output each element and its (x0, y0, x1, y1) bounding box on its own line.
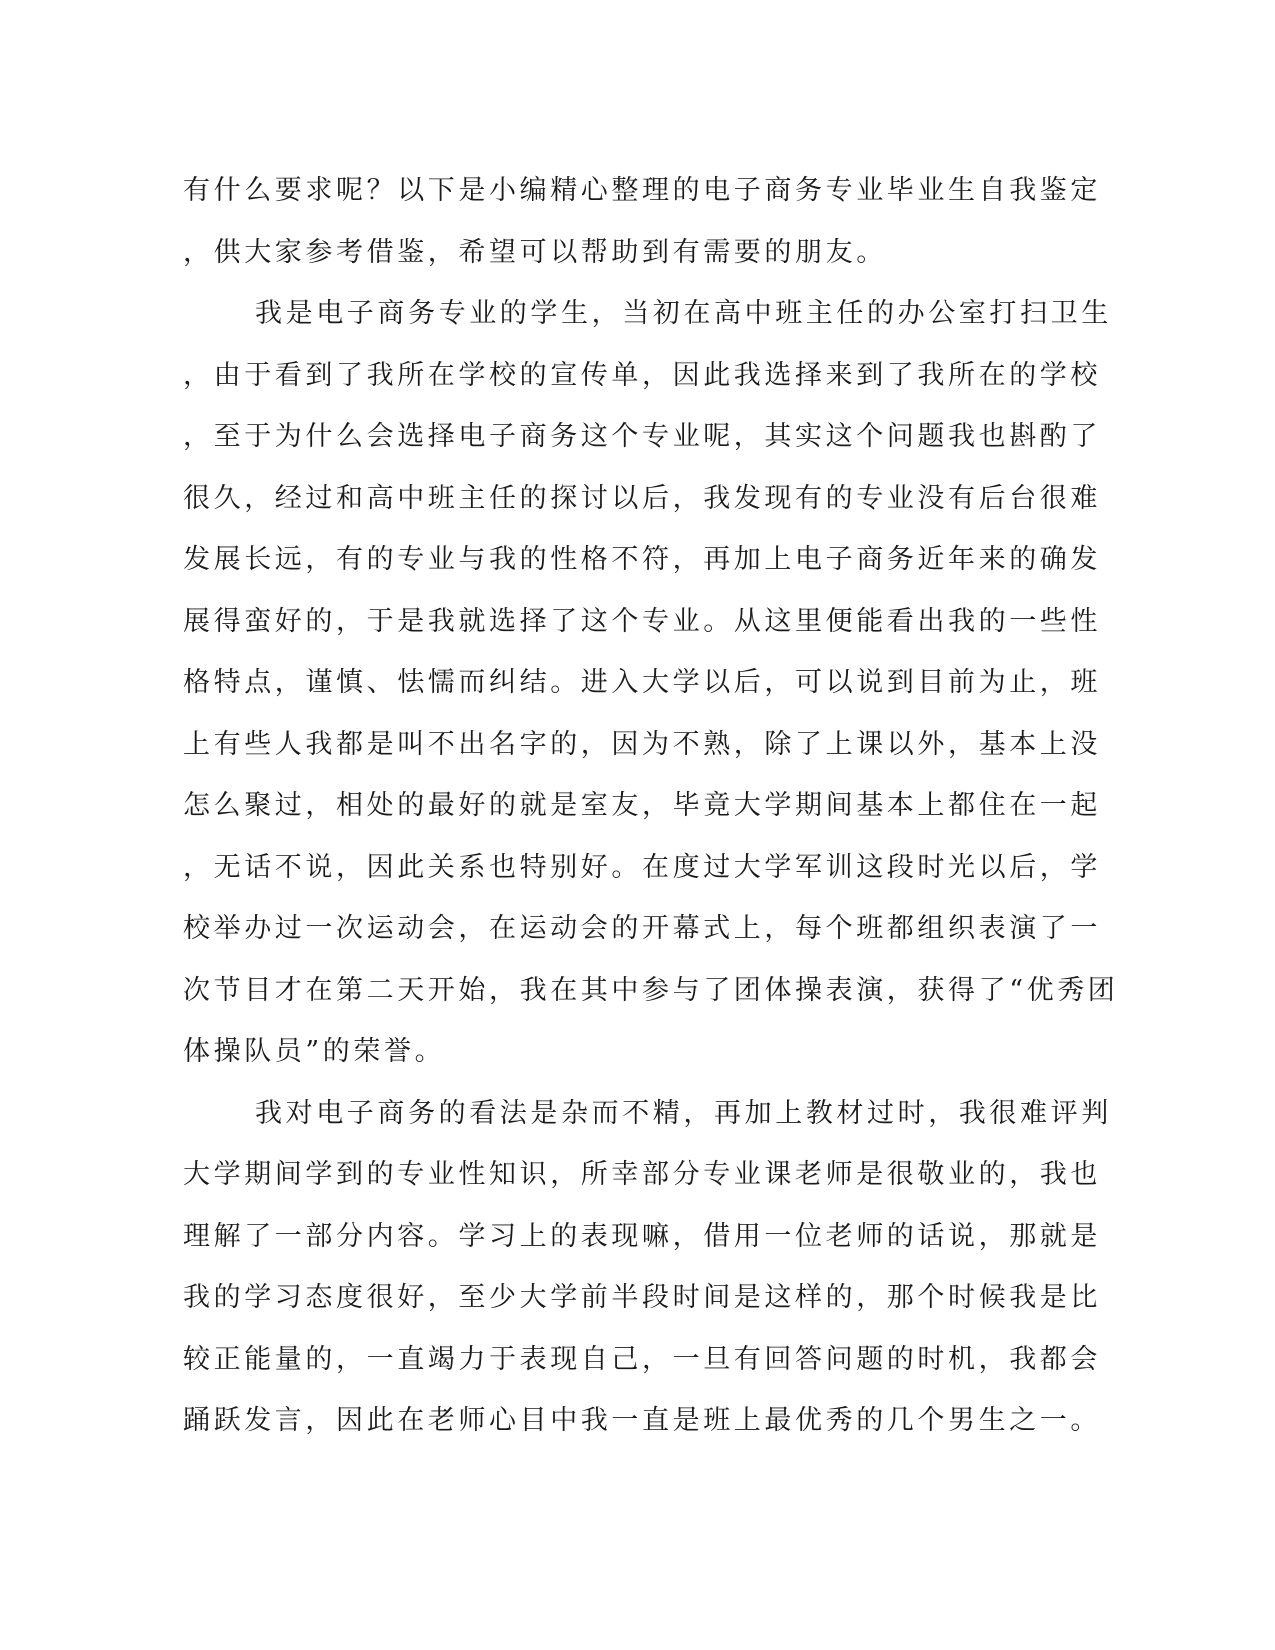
body-text (183, 160, 1119, 1452)
text-line: 次节目才在第二天开始，我在其中参与了团体操表演，获得了“优秀团 (183, 974, 1119, 1006)
text-line: 我的学习态度很好，至少大学前半段时间是这样的，那个时候我是比 (183, 1282, 1101, 1313)
text-line: 踊跃发言，因此在老师心目中我一直是班上最优秀的几个男生之一。 (183, 1405, 1101, 1436)
text-line: 体操队员”的荣誉。 (183, 1036, 446, 1067)
text-line: 格特点，谨慎、怯懦而纠结。进入大学以后，可以说到目前为止，班 (183, 667, 1101, 698)
text-line: 校举办过一次运动会，在运动会的开幕式上，每个班都组织表演了一 (183, 913, 1101, 944)
text-line: 展得蛮好的，于是我就选择了这个专业。从这里便能看出我的一些性 (183, 605, 1101, 637)
paragraph (183, 283, 1119, 1083)
text-line: ，由于看到了我所在学校的宣传单，因此我选择来到了我所在的学校 (183, 359, 1101, 391)
text-line: 我对电子商务的看法是杂而不精，再加上教材过时，我很难评判 (255, 1097, 1112, 1129)
paragraph (183, 160, 1101, 283)
text-line: 大学期间学到的专业性知识，所幸部分专业课老师是很敬业的，我也 (183, 1159, 1101, 1190)
text-line: ，无话不说，因此关系也特别好。在度过大学军训这段时光以后，学 (183, 851, 1101, 883)
text-line: 很久，经过和高中班主任的探讨以后，我发现有的专业没有后台很难 (183, 482, 1101, 514)
text-line: ，至于为什么会选择电子商务这个专业呢，其实这个问题我也斟酌了 (183, 421, 1101, 452)
text-line: 怎么聚过，相处的最好的就是室友，毕竟大学期间基本上都住在一起 (183, 790, 1101, 821)
text-line: 有什么要求呢？以下是小编精心整理的电子商务专业毕业生自我鉴定 (183, 175, 1101, 206)
text-line: 我是电子商务专业的学生，当初在高中班主任的办公室打扫卫生 (255, 298, 1112, 329)
text-line: 理解了一部分内容。学习上的表现嘛，借用一位老师的话说，那就是 (183, 1220, 1101, 1252)
paragraph (183, 1083, 1112, 1452)
text-line: 较正能量的，一直竭力于表现自己，一旦有回答问题的时机，我都会 (183, 1343, 1101, 1375)
text-line: 上有些人我都是叫不出名字的，因为不熟，除了上课以外，基本上没 (183, 728, 1101, 760)
text-line: ，供大家参考借鉴，希望可以帮助到有需要的朋友。 (183, 236, 887, 268)
text-line: 发展长远，有的专业与我的性格不符，再加上电子商务近年来的确发 (183, 544, 1101, 575)
